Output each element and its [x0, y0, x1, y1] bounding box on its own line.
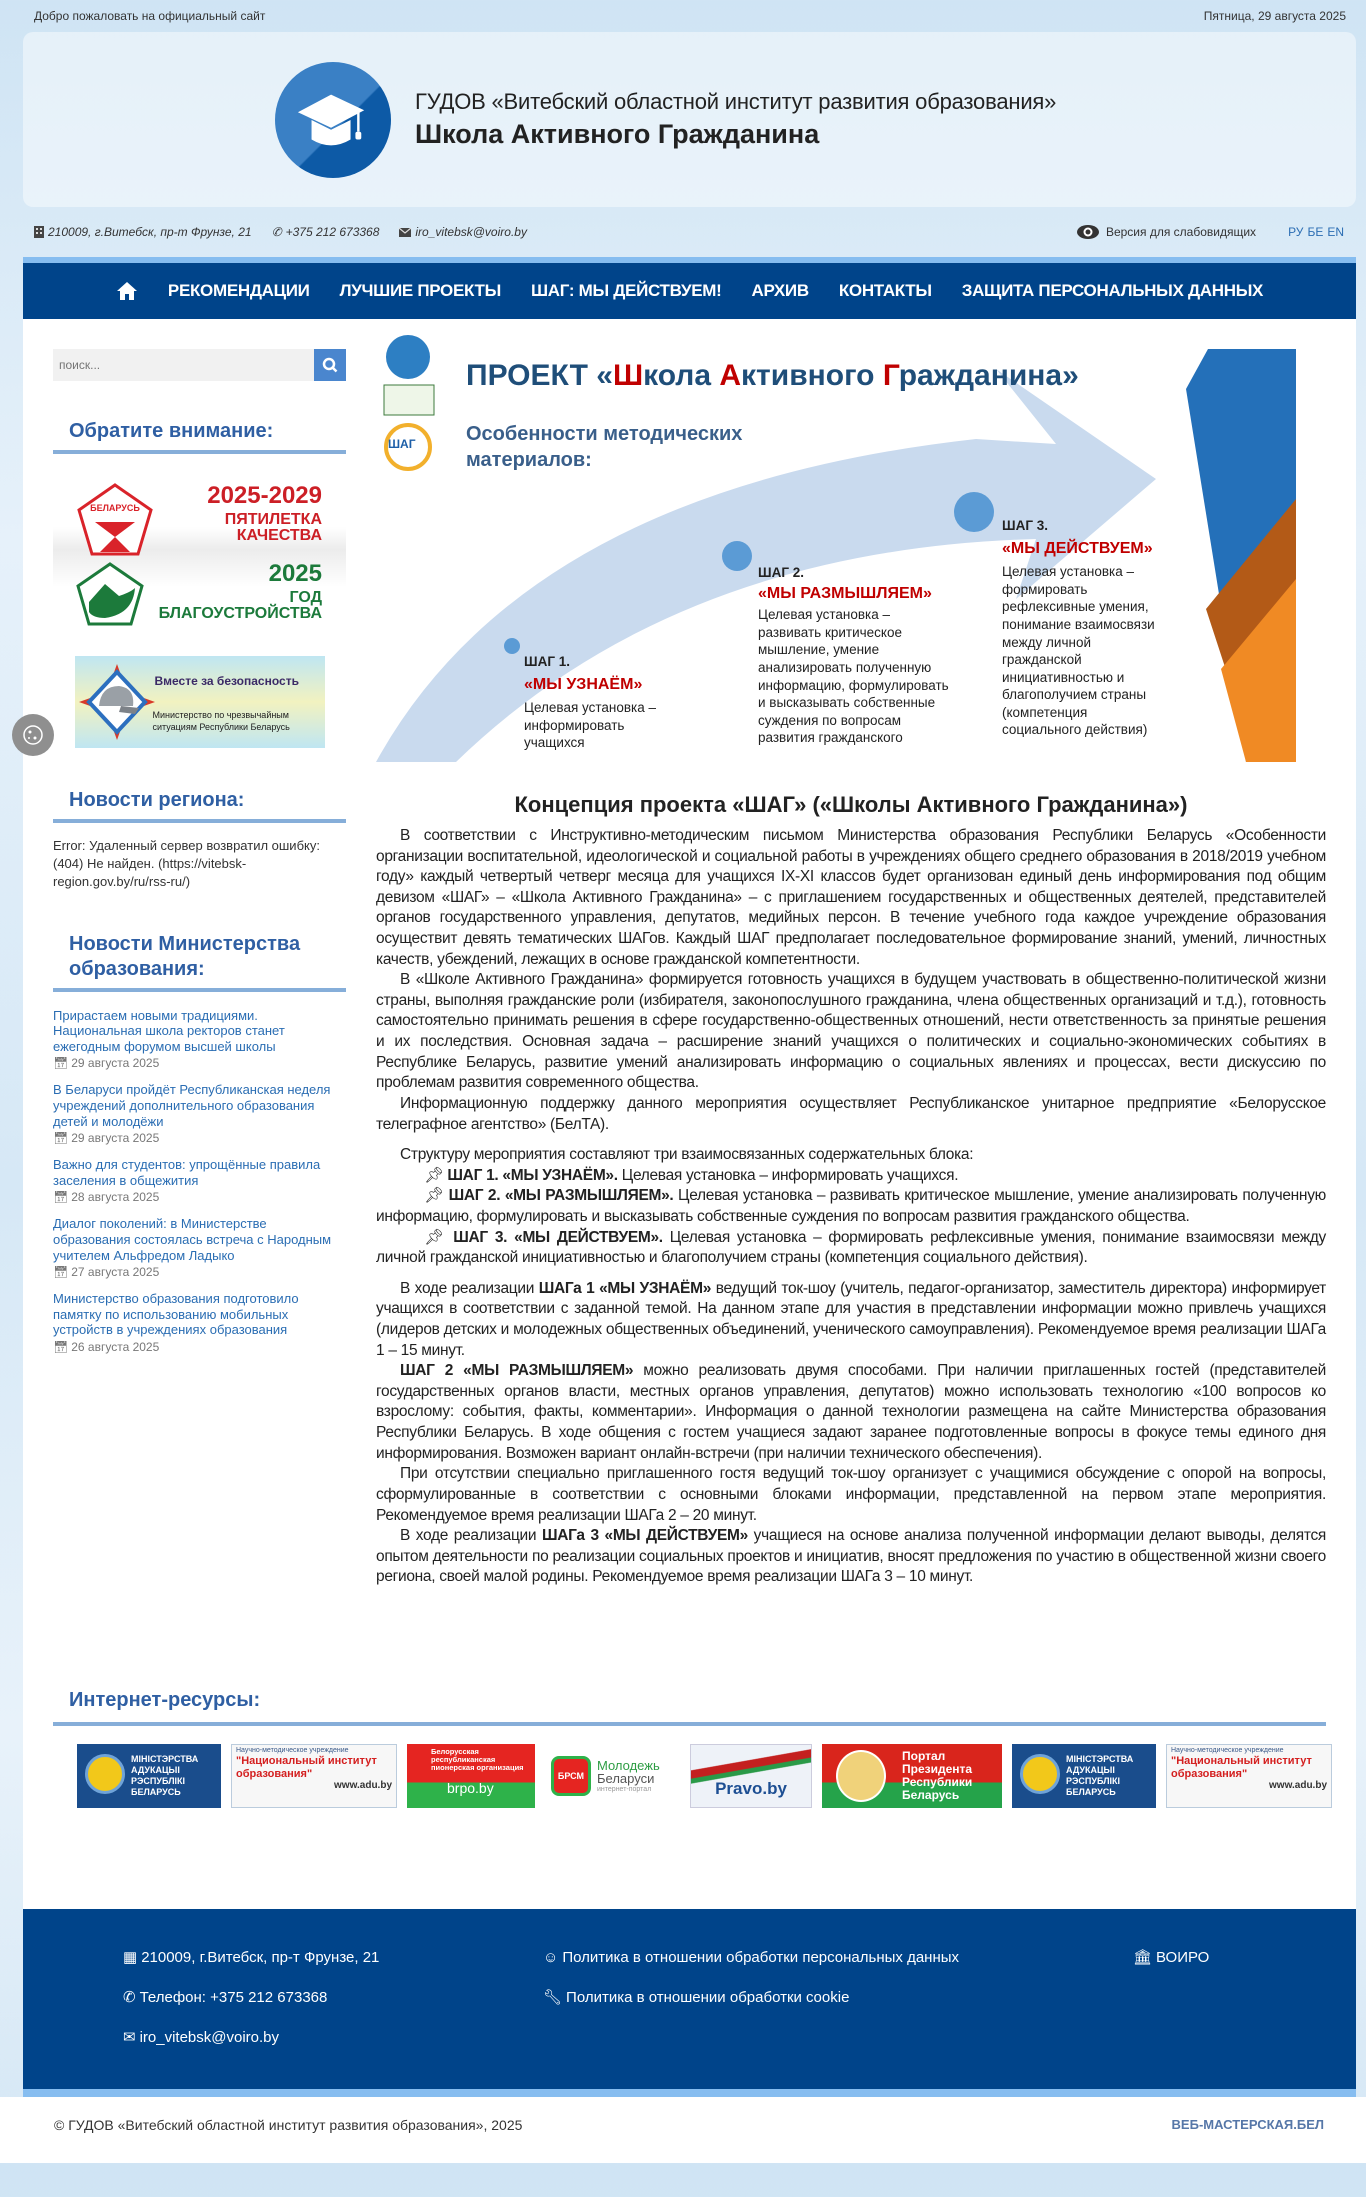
resource-adu[interactable]: Научно-методическое учреждение "Национальный институт образования" www.adu.by [231, 1744, 397, 1808]
lang-be[interactable]: БЕ [1307, 225, 1324, 239]
footer-cookie-link[interactable]: 🔧︎ Политика в отношении обработки cookie [543, 1988, 850, 2006]
resource-ministry-2[interactable]: МІНІСТЭРСТВА АДУКАЦЫІ РЭСПУБЛІКІ БЕЛАРУСЬ [1012, 1744, 1156, 1808]
svg-text:БЕЛАРУСЬ: БЕЛАРУСЬ [90, 503, 140, 513]
hero-subtitle: Особенности методических материалов: [466, 423, 743, 471]
internet-resources [53, 1689, 1326, 1909]
resources-carousel[interactable] [77, 1744, 1327, 1808]
pyatiletka-banner[interactable]: БЕЛАРУСЬ 2025-2029 ПЯТИЛЕТКА КАЧЕСТВА 2025 ГОД БЛАГОУСТРОЙСТВА [53, 482, 346, 632]
shag-logo-text: ШАГ [388, 437, 416, 451]
envelope-icon [399, 228, 411, 237]
webmaster-link[interactable]: ВЕБ-МАСТЕРСКАЯ.БЕЛ [1171, 2117, 1324, 2132]
nav-recommendations[interactable]: РЕКОМЕНДАЦИИ [167, 281, 310, 300]
article-body [376, 826, 1326, 1588]
main-nav [23, 257, 1356, 319]
article-paragraph: В ходе реализации ШАГа 1 «МЫ УЗНАЁМ» ведущий ток-шоу (учитель, педагог-организатор, заместитель директора) информирует учащихся в соответствии с заданной темой. На данном этапе для участия в представлении информации можно привлечь учащихся (лидеров детских и молодежных общественных объединений, ученического самоуправления). Рекомендуемое время реализации ШАГа 1 – 15 минут. [376, 1279, 1326, 1359]
search-icon [322, 357, 338, 373]
footer-voiro-link[interactable]: 🏛︎ ВОИРО [1133, 1948, 1210, 1966]
current-date: Пятница, 29 августа 2025 [1203, 9, 1346, 23]
news-item: В Беларуси пройдёт Республиканская неделя учреждений дополнительного образования детей и молодёжи 📅︎ 29 августа 2025 [53, 1082, 346, 1145]
hero-step-2: ШАГ 2. «МЫ РАЗМЫШЛЯЕМ» Целевая установка – развивать критическое мышление, умение анализировать полученную информацию, формулировать и высказывать собственные суждения по вопросам развития гражданского [758, 565, 949, 746]
page-content [23, 319, 1356, 1909]
hero-step-3: ШАГ 3. «МЫ ДЕЙСТВУЕМ» Целевая установка – формировать рефлексивные умения, понимание взаимосвязи между личной гражданской инициативностью и благополучием страны (компетенция социального действия) [1002, 518, 1155, 738]
resource-ministry[interactable]: МІНІСТЭРСТВА АДУКАЦЫІ РЭСПУБЛІКІ БЕЛАРУСЬ [77, 1744, 221, 1808]
site-name[interactable]: Школа Активного Гражданина [415, 119, 820, 149]
ministry-news-list [53, 992, 346, 1354]
hero-title: ПРОЕКТ «Школа Активного Гражданина» [466, 359, 1079, 392]
copyright-bar [0, 2097, 1366, 2163]
home-icon[interactable] [116, 281, 138, 301]
resource-president[interactable]: Портал Президента Республики Беларусь [822, 1744, 1002, 1808]
step3-dot [954, 492, 994, 532]
resource-adu-2[interactable]: Научно-методическое учреждение "Национальный институт образования" www.adu.by [1166, 1744, 1332, 1808]
search-button[interactable] [314, 349, 346, 381]
main-content [346, 349, 1326, 1649]
copyright-text: © ГУДОВ «Витебский областной институт развития образования», 2025 [54, 2117, 523, 2133]
pushpin-icon: 📌︎ [424, 1228, 447, 1246]
mchs-emblem-icon [77, 662, 157, 742]
footer-policies [543, 1937, 1133, 2089]
step2-dot [722, 541, 752, 571]
article-paragraph: При отсутствии специально приглашенного гостя ведущий ток-шоу организует с учащимися обсуждение с опорой на вопросы, сформулированные в соответствии с основными блоками информации, представленной на первом этапе мероприятия. Рекомендуемое время реализации ШАГа 2 – 20 минут. [376, 1465, 1326, 1524]
footer-email[interactable]: ✉︎ iro_vitebsk@voiro.by [123, 2028, 280, 2046]
footer-phone[interactable]: ✆ Телефон: +375 212 673368 [123, 1988, 328, 2006]
top-emblem [386, 335, 430, 379]
attention-heading: Обратите внимание: [53, 419, 346, 454]
footer-org [1133, 1937, 1356, 2089]
eye-icon [1076, 224, 1100, 240]
news-link[interactable]: Диалог поколений: в Министерстве образования состоялась встреча с Народным учителем Альфредом Ладыко [53, 1216, 332, 1263]
project-hero-image [376, 349, 1296, 762]
news-item: Прирастаем новыми традициями. Национальная школа ректоров станет ежегодным форумом высшей школы 📅︎ 29 августа 2025 [53, 1008, 346, 1071]
low-vision-toggle[interactable]: Версия для слабовидящих [1076, 224, 1256, 240]
book-emblem [384, 385, 434, 415]
article-paragraph: ШАГ 2 «МЫ РАЗМЫШЛЯЕМ» можно реализовать двумя способами. При наличии приглашенных гостей (представителей государственных органов власти, местных органов управления, депутатов) можно использовать технологию «100 вопросов ко взрослому: события, факты, комментарии». Информация о данной технологии размещена на сайте Министерства образования Республики Беларусь. В ходе общения с гостем учащиеся задают заранее подготовленные вопросы в фокусе темы единого дня информирования. Возможен вариант онлайн-встречи (при наличии технического обеспечения). [376, 1362, 1326, 1462]
welcome-text: Добро пожаловать на официальный сайт [34, 9, 266, 23]
nav-archive[interactable]: АРХИВ [751, 281, 809, 300]
news-link[interactable]: Министерство образования подготовило памятку по использованию мобильных устройств в учреждениях образования [53, 1291, 299, 1338]
ministry-news-heading: Новости Министерства образования: [53, 932, 346, 992]
resource-brpo[interactable]: Белорусская республиканская пионерская организация brpo.by [407, 1744, 535, 1808]
news-link[interactable]: Прирастаем новыми традициями. Национальная школа ректоров станет ежегодным форумом высшей школы [53, 1007, 285, 1054]
improvement-year-icon [75, 562, 145, 628]
footer-privacy-link[interactable]: ☺︎ Политика в отношении обработки персональных данных [543, 1948, 960, 1966]
article-step-3: 📌︎ ШАГ 3. «МЫ ДЕЙСТВУЕМ». Целевая установка – формировать рефлексивные умения, понимание взаимосвязи между личной гражданской инициативностью и благополучием страны (компетенция социального действия). [376, 1228, 1326, 1267]
phone-icon: ✆ [271, 225, 282, 239]
calendar-icon: 📅︎ [53, 1339, 69, 1354]
address-contact: 210009, г.Витебск, пр-т Фрунзе, 21 [34, 225, 252, 239]
calendar-icon: 📅︎ [53, 1056, 69, 1071]
news-link[interactable]: Важно для студентов: упрощённые правила заселения в общежития [53, 1157, 321, 1188]
news-item: Диалог поколений: в Министерстве образования состоялась встреча с Народным учителем Альфредом Ладыко 📅︎ 27 августа 2025 [53, 1216, 346, 1279]
ministry-emblem-icon [1020, 1754, 1060, 1794]
phone-icon: ✆ [123, 1989, 136, 2006]
cookie-icon [21, 723, 45, 747]
lang-ru[interactable]: РУ [1288, 225, 1304, 239]
article-paragraph: В ходе реализации ШАГа 3 «МЫ ДЕЙСТВУЕМ» учащиеся на основе анализа полученной информации делают выводы, делятся опытом деятельности по реализации социальных проектов и инициатив, вносят предложения по участию в общественной жизни своего региона, своей малой родины. Рекомендуемое время реализации ШАГа 3 – 10 минут. [376, 1527, 1326, 1586]
quality-mark-icon [75, 482, 155, 558]
nav-best-projects[interactable]: ЛУЧШИЕ ПРОЕКТЫ [339, 281, 501, 300]
site-header [23, 32, 1356, 207]
site-footer [23, 1909, 1356, 2097]
article-paragraph: В «Школе Активного Гражданина» формируется готовность учащихся в будущем участвовать в общественно-политической жизни страны, выполняя гражданские роли (избирателя, законопослушного гражданина, члена общественных организаций и т.д.), готовность самостоятельно принимать решения в сфере государственно-общественных отношений, нести ответственность за принятые решения и их последствия. Основная задача – расширение знаний учащихся о политических и социально-экономических событиях в Республике Беларусь, развитие умений анализировать информацию о социальных явлениях и процессах, вести дискуссию по проблемам развития современного общества. [376, 971, 1326, 1092]
pushpin-icon: 📌︎ [424, 1187, 444, 1205]
user-icon: ☺︎ [543, 1948, 559, 1966]
language-switcher [1288, 225, 1344, 239]
cookie-settings-button[interactable] [12, 714, 54, 756]
article-paragraph: Информационную поддержку данного мероприятия осуществляет Республиканское унитарное предприятие «Белорусское телеграфное агентство» (БелТА). [376, 1094, 1326, 1133]
calendar-icon: 📅︎ [53, 1131, 69, 1146]
ministry-emblem-icon [85, 1754, 125, 1794]
calendar-icon: 📅︎ [53, 1265, 69, 1280]
sidebar [53, 349, 346, 1649]
news-item: Министерство образования подготовило памятку по использованию мобильных устройств в учреждениях образования 📅︎ 26 августа 2025 [53, 1291, 346, 1354]
search-form [53, 349, 346, 381]
article-paragraph: Структуру мероприятия составляют три взаимосвязанных содержательных блока: [400, 1146, 974, 1164]
mchs-banner[interactable]: Вместе за безопасность Министерство по чрезвычайным ситуациям Республики Беларусь [75, 656, 325, 748]
article-title: Концепция проекта «ШАГ» («Школы Активного Гражданина») [514, 792, 1188, 817]
contacts-bar [0, 207, 1366, 257]
pushpin-icon: 📌︎ [424, 1166, 444, 1184]
hero-step-1: ШАГ 1. «МЫ УЗНАЁМ» Целевая установка – информировать учащихся [524, 654, 657, 751]
article-step-2: 📌︎ ШАГ 2. «МЫ РАЗМЫШЛЯЕМ». Целевая установка – развивать критическое мышление, умение анализировать полученную информацию, формулировать и высказывать собственные суждения по вопросам развития гражданского общества. [376, 1187, 1326, 1225]
news-link[interactable]: В Беларуси пройдёт Республиканская неделя учреждений дополнительного образования детей и молодёжи [53, 1082, 331, 1129]
calendar-icon: 📅︎ [53, 1190, 69, 1205]
footer-contacts [123, 1937, 543, 2089]
org-name: ГУДОВ «Витебский областной институт развития образования» [415, 89, 1057, 114]
footer-address: ▦ 210009, г.Витебск, пр-т Фрунзе, 21 [123, 1948, 380, 1966]
map-icon: ▦ [123, 1949, 138, 1966]
top-bar [0, 0, 1366, 32]
building-icon [34, 226, 44, 238]
step1-dot [504, 638, 520, 654]
resource-brsm[interactable]: БРСМ Молодежь Беларуси интернет-портал [545, 1744, 680, 1808]
nav-contacts[interactable]: КОНТАКТЫ [838, 281, 932, 300]
article-step-1: 📌︎ ШАГ 1. «МЫ УЗНАЁМ». Целевая установка – информировать учащихся. [424, 1166, 959, 1184]
phone-contact[interactable]: ✆ +375 212 673368 [271, 225, 380, 239]
region-news-heading: Новости региона: [53, 788, 346, 823]
lang-en[interactable]: EN [1327, 225, 1344, 239]
region-news-error: Error: Удаленный сервер возвратил ошибку: (404) Не найден. (https://vitebsk-region.gov.by/ru/rss-ru/) [53, 838, 320, 890]
search-input[interactable] [53, 349, 314, 381]
news-item: Важно для студентов: упрощённые правила заселения в общежития 📅︎ 28 августа 2025 [53, 1157, 346, 1204]
state-emblem-icon [836, 1750, 886, 1802]
site-logo[interactable] [275, 62, 391, 178]
envelope-icon: ✉︎ [123, 2029, 136, 2046]
resources-heading: Интернет-ресурсы: [53, 1689, 1326, 1726]
article-paragraph: В соответствии с Инструктивно-методическим письмом Министерства образования Республики Беларусь «Особенности организации воспитательной, идеологической и социальной работы в учреждениях общего среднего образования в 2018/2019 учебном году» каждый четвертый четверг месяца для учащихся IX-XI классов будет организован единый день информирования под общим девизом «ШАГ» – «Школа Активного Гражданина» – с приглашением государственных и общественных деятелей, представителей органов государственного управления, депутатов, медийных персон. В течение учебного года каждое учреждение образования осуществит девять тематических ШАГов. Каждый ШАГ предполагает последовательное формирование знаний, умений, личностных качеств, убеждений, лежащих в основе гражданской компетентности. [376, 827, 1326, 968]
nav-shag-action[interactable]: ШАГ: МЫ ДЕЙСТВУЕМ! [530, 281, 722, 300]
institution-icon: 🏛︎ [1133, 1949, 1153, 1966]
nav-data-protection[interactable]: ЗАЩИТА ПЕРСОНАЛЬНЫХ ДАННЫХ [961, 281, 1264, 300]
graduation-cap-icon [294, 81, 372, 159]
wrench-icon: 🔧︎ [543, 1989, 563, 2006]
resource-pravo[interactable]: Pravo.by [690, 1744, 812, 1808]
email-contact[interactable]: iro_vitebsk@voiro.by [399, 225, 527, 239]
